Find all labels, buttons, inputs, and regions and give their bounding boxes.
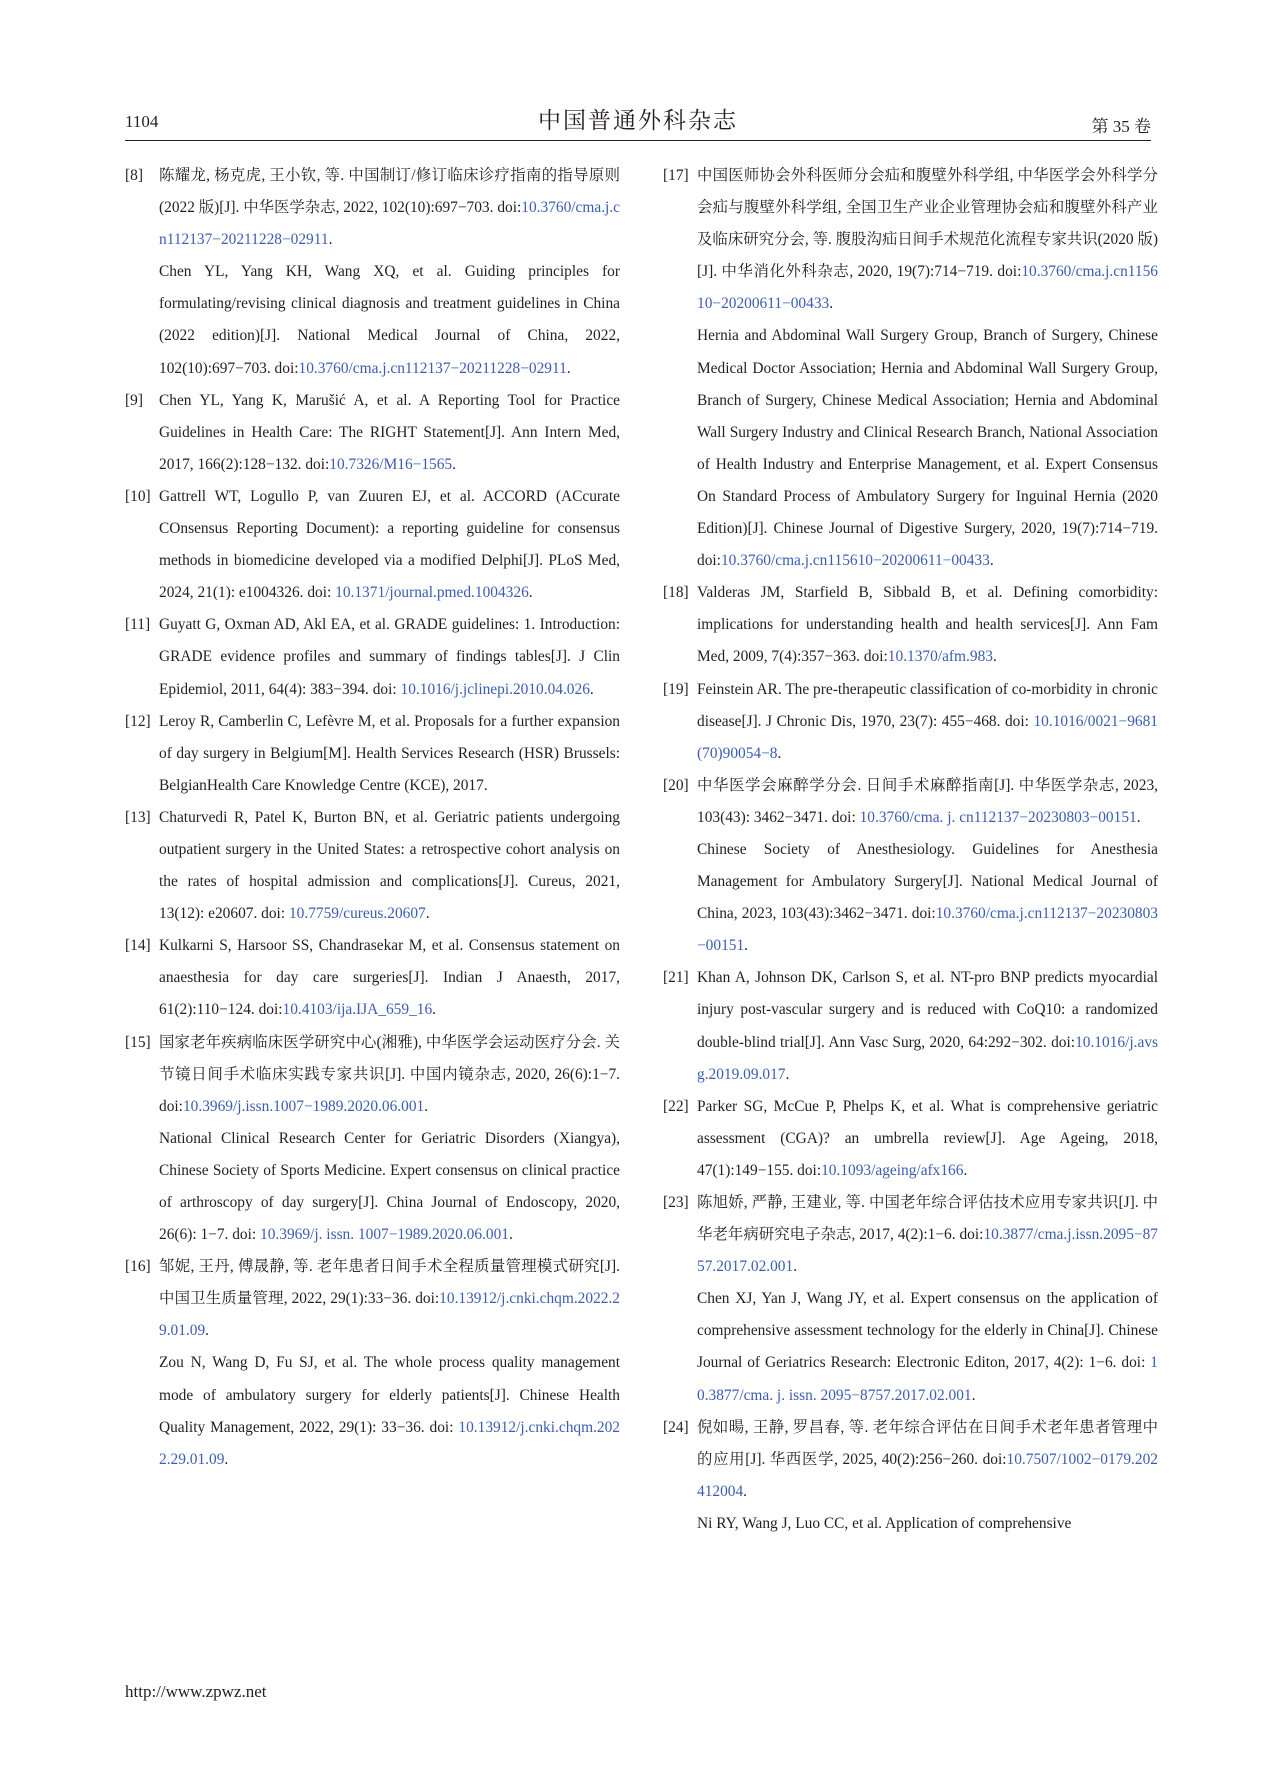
reference-item [125, 706, 620, 802]
reference-number: [8] [125, 167, 143, 184]
reference-text [697, 1508, 1158, 1540]
doi-link[interactable]: 10.13912/j.cnki.chqm.2022.29.01.09 [159, 1290, 620, 1340]
citation-text: 中华医学会麻醉学分会. 日间手术麻醉指南[J]. 中华医学杂志, 2023, 103(43): 3462−3471. doi: [697, 776, 1158, 826]
reference-number: [11] [125, 616, 151, 634]
reference-text [159, 481, 620, 609]
citation-end: . [963, 1161, 968, 1179]
doi-link[interactable]: 10.3760/cma.j.cn115610−20200611−00433 [697, 263, 1158, 313]
reference-text [159, 256, 620, 384]
citation-text: Chaturvedi R, Patel K, Burton BN, et al. Geriatric patients undergoing outpatient surgery in the United States: a retrospective cohort analysis on the rates of hospital admission and complications[J]. Cureus, 2021, 13(12): e20607. doi: [159, 808, 620, 923]
reference-item [125, 1027, 620, 1252]
page-number: 1104 [125, 112, 159, 131]
reference-number: [9] [125, 391, 143, 409]
citation-text: Parker SG, McCue P, Phelps K, et al. What is comprehensive geriatric assessment (CGA)? an umbrella review[J]. Age Ageing, 2018, 47(1):149−155. doi: [697, 1097, 1158, 1179]
reference-text [697, 1187, 1158, 1283]
doi-link[interactable]: 10.1016/j.avsg.2019.09.017 [697, 1033, 1158, 1083]
citation-end: . [224, 1450, 229, 1468]
reference-number: [24] [663, 1418, 689, 1436]
reference-item [125, 930, 620, 1026]
citation-end: . [566, 359, 571, 377]
doi-link[interactable]: 10.3969/j.issn.1007−1989.2020.06.001 [182, 1097, 425, 1115]
citation-text: Kulkarni S, Harsoor SS, Chandrasekar M, et al. Consensus statement on anaesthesia for day care surgeries[J]. Indian J Anaesth, 2017, 61(2):110−124. doi: [159, 937, 620, 1019]
citation-end: . [743, 1482, 748, 1500]
reference-item [663, 577, 1158, 673]
citation-end: . [793, 1258, 798, 1276]
citation-end: . [829, 295, 834, 313]
reference-number: [15] [125, 1033, 151, 1051]
citation-text: National Clinical Research Center for Geriatric Disorders (Xiangya), Chinese Society of Sports Medicine. Expert consensus on clinical practice of arthroscopy of day surgery[J]. China Journal of Endoscopy, 2020, 26(6): 1−7. doi: [159, 1129, 620, 1244]
reference-number: [22] [663, 1097, 689, 1115]
citation-text: 国家老年疾病临床医学研究中心(湘雅), 中华医学会运动医疗分会. 关节镜日间手术临床实践专家共识[J]. 中国内镜杂志, 2020, 26(6):1−7. doi: [159, 1033, 620, 1115]
citation-end: . [205, 1322, 210, 1340]
volume-label: 第 35 卷 [1091, 117, 1151, 136]
citation-end: . [777, 744, 782, 762]
doi-link[interactable]: 10.4103/ija.IJA_659_16 [282, 1001, 433, 1019]
reference-item [125, 609, 620, 705]
doi-link[interactable]: 10.3877/cma. j. issn. 2095−8757.2017.02.001 [697, 1354, 1158, 1404]
citation-text: Chen XJ, Yan J, Wang JY, et al. Expert consensus on the application of comprehensive assessment technology for the elderly in China[J]. Chinese Journal of Geriatrics Research: Electronic Editon, 2017, 4(2): 1−6. doi: [697, 1290, 1158, 1372]
reference-number: [17] [663, 167, 689, 184]
citation-text: 陈旭娇, 严静, 王建业, 等. 中国老年综合评估技术应用专家共识[J]. 中华老年病研究电子杂志, 2017, 4(2):1−6. doi: [697, 1194, 1158, 1244]
reference-item [663, 770, 1158, 963]
reference-number: [20] [663, 776, 689, 794]
reference-text [159, 160, 620, 256]
reference-number: [12] [125, 712, 151, 730]
citation-end: . [589, 680, 594, 698]
doi-link[interactable]: 10.7326/M16−1565 [329, 455, 453, 473]
reference-text [697, 1283, 1158, 1411]
citation-end: . [971, 1386, 976, 1404]
reference-item [125, 160, 620, 385]
reference-text [159, 930, 620, 1026]
doi-link[interactable]: 10.3760/cma. j. cn112137−20230803−00151 [859, 808, 1137, 826]
doi-link[interactable]: 10.7507/1002−0179.202412004 [697, 1450, 1158, 1500]
reference-text [697, 1412, 1158, 1508]
citation-text: Ni RY, Wang J, Luo CC, et al. Application of comprehensive [697, 1514, 1072, 1532]
citation-end: . [509, 1226, 513, 1244]
journal-title: 中国普通外科杂志 [538, 108, 738, 134]
reference-text [697, 962, 1158, 1090]
reference-item [663, 1412, 1158, 1540]
reference-item [125, 1251, 620, 1476]
citation-end: . [744, 937, 749, 955]
reference-number: [13] [125, 808, 151, 826]
citation-text: Valderas JM, Starfield B, Sibbald B, et al. Defining comorbidity: implications for understanding health and health services[J]. Ann Fam Med, 2009, 7(4):357−363. doi: [697, 584, 1158, 666]
footer-url[interactable]: http://www.zpwz.net [125, 1682, 267, 1701]
reference-number: [19] [663, 680, 689, 698]
citation-text: Zou N, Wang D, Fu SJ, et al. The whole process quality management mode of ambulatory surgery for elderly patients[J]. Chinese Health Quality Management, 2022, 29(1): 33−36. doi: [159, 1354, 620, 1436]
reference-text [159, 609, 620, 705]
citation-text: Chen YL, Yang K, Marušić A, et al. A Reporting Tool for Practice Guidelines in Health Care: The RIGHT Statement[J]. Ann Intern Med, 2017, 166(2):128−132. doi: [159, 391, 620, 473]
citation-end: . [452, 455, 456, 473]
doi-link[interactable]: 10.1016/j.jclinepi.2010.04.026 [400, 680, 590, 698]
citation-text: Hernia and Abdominal Wall Surgery Group, Branch of Surgery, Chinese Medical Doctor Association; Hernia and Abdominal Wall Surgery Group, Branch of Surgery, Chinese Medical Association; Hernia and Abdominal Wall Surgery Industry and Clinical Research Branch, National Association of Health Industry and Enterprise Management, et al. Expert Consensus On Standard Process of Ambulatory Surgery for Inguinal Hernia (2020 Edition)[J]. Chinese Journal of Digestive Surgery, 2020, 19(7):714−719. doi: [697, 327, 1158, 570]
reference-text [697, 834, 1158, 962]
reference-number: [10] [125, 487, 151, 505]
citation-text: Leroy R, Camberlin C, Lefèvre M, et al. Proposals for a further expansion of day surgery in Belgium[M]. Health Services Research (HSR) Brussels: BelgianHealth Care Knowledge Centre (KCE), 2017. [159, 712, 620, 794]
citation-end: . [989, 552, 994, 570]
reference-text [159, 1251, 620, 1347]
citation-text: Guyatt G, Oxman AD, Akl EA, et al. GRADE guidelines: 1. Introduction: GRADE evidence profiles and summary of findings tables[J]. J Clin Epidemiol, 2011, 64(4): 383−394. doi: [159, 616, 620, 698]
reference-item [125, 802, 620, 930]
doi-link[interactable]: 10.7759/cureus.20607 [288, 905, 426, 923]
reference-item [125, 481, 620, 609]
doi-link[interactable]: 10.1371/journal.pmed.1004326 [335, 584, 529, 602]
doi-link[interactable]: 10.1370/afm.983 [887, 648, 993, 666]
citation-end: . [785, 1065, 790, 1083]
reference-text [159, 1027, 620, 1123]
citation-end: . [1136, 808, 1141, 826]
citation-end: . [992, 648, 997, 666]
reference-item [663, 674, 1158, 770]
citation-text: Chinese Society of Anesthesiology. Guidelines for Anesthesia Management for Ambulatory Surgery[J]. National Medical Journal of China, 2023, 103(43):3462−3471. doi: [697, 840, 1158, 923]
doi-link[interactable]: 10.3760/cma.j.cn112137−20211228−02911 [159, 199, 620, 249]
reference-item [663, 962, 1158, 1090]
reference-text [159, 385, 620, 481]
citation-text: 邹妮, 王丹, 傅晟静, 等. 老年患者日间手术全程质量管理模式研究[J]. 中国卫生质量管理, 2022, 29(1):33−36. doi: [159, 1258, 620, 1308]
citation-end: . [528, 584, 533, 602]
doi-link[interactable]: 10.3760/cma.j.cn112137−20230803−00151 [697, 905, 1158, 955]
reference-text [697, 770, 1158, 834]
citation-end: . [425, 905, 430, 923]
citation-text: Gattrell WT, Logullo P, van Zuuren EJ, et al. ACCORD (ACcurate COnsensus Reporting Document): a reporting guideline for consensus methods in biomedicine developed via a modified Delphi[J]. PLoS Med, 2024, 21(1): e1004326. doi: [159, 487, 620, 602]
citation-end: . [432, 1001, 437, 1019]
reference-item [663, 160, 1158, 577]
reference-text [697, 160, 1158, 320]
page-header [125, 100, 1151, 141]
references-right-column [663, 160, 1158, 1540]
doi-link[interactable]: 10.3969/j. issn. 1007−1989.2020.06.001 [260, 1226, 509, 1244]
doi-link[interactable]: 10.3877/cma.j.issn.2095−8757.2017.02.001 [697, 1226, 1158, 1276]
reference-number: [14] [125, 937, 151, 955]
reference-item [125, 385, 620, 481]
reference-number: [16] [125, 1258, 151, 1276]
reference-text [697, 1091, 1158, 1187]
reference-text [159, 1123, 620, 1251]
citation-text: Chen YL, Yang KH, Wang XQ, et al. Guiding principles for formulating/revising clinical diagnosis and treatment guidelines in China (2022 edition)[J]. National Medical Journal of China, 2022, 102(10):697−703. doi: [159, 263, 620, 377]
citation-end: . [328, 231, 333, 249]
citation-text: Feinstein AR. The pre-therapeutic classification of co-morbidity in chronic disease[J]. J Chronic Dis, 1970, 23(7): 455−468. doi: [697, 680, 1158, 730]
doi-link[interactable]: 10.3760/cma.j.cn115610−20200611−00433 [720, 552, 990, 570]
citation-text: 陈耀龙, 杨克虎, 王小钦, 等. 中国制订/修订临床诊疗指南的指导原则(2022 版)[J]. 中华医学杂志, 2022, 102(10):697−703. doi: [159, 167, 620, 217]
reference-text [697, 577, 1158, 673]
reference-number: [21] [663, 969, 689, 987]
doi-link[interactable]: 10.1093/ageing/afx166 [821, 1161, 964, 1179]
reference-text [697, 674, 1158, 770]
doi-link[interactable]: 10.1016/0021−9681(70)90054−8 [697, 712, 1158, 762]
reference-text [697, 320, 1158, 577]
reference-text [159, 802, 620, 930]
citation-text: Khan A, Johnson DK, Carlson S, et al. NT-pro BNP predicts myocardial injury post-vascular surgery and is reduced with CoQ10: a randomized double-blind trial[J]. Ann Vasc Surg, 2020, 64:292−302. doi: [697, 969, 1158, 1051]
citation-text: 倪如暘, 王静, 罗昌春, 等. 老年综合评估在日间手术老年患者管理中的应用[J]. 华西医学, 2025, 40(2):256−260. doi: [697, 1418, 1158, 1468]
doi-link[interactable]: 10.3760/cma.j.cn112137−20211228−02911 [298, 359, 567, 377]
reference-item [663, 1187, 1158, 1412]
citation-end: . [424, 1097, 429, 1115]
doi-link[interactable]: 10.13912/j.cnki.chqm.2022.29.01.09 [159, 1418, 620, 1468]
reference-number: [18] [663, 584, 689, 602]
reference-item [663, 1091, 1158, 1187]
citation-text: 中国医师协会外科医师分会疝和腹壁外科学组, 中华医学会外科学分会疝与腹壁外科学组, 全国卫生产业企业管理协会疝和腹壁外科产业及临床研究分会, 等. 腹股沟疝日间手术规范化流程专家共识(2020 版)[J]. 中华消化外科杂志, 2020, 19(7):714−719. doi: [697, 167, 1158, 281]
references-left-column [125, 160, 620, 1476]
reference-text [159, 1347, 620, 1475]
reference-text [159, 706, 620, 802]
reference-number: [23] [663, 1194, 689, 1211]
